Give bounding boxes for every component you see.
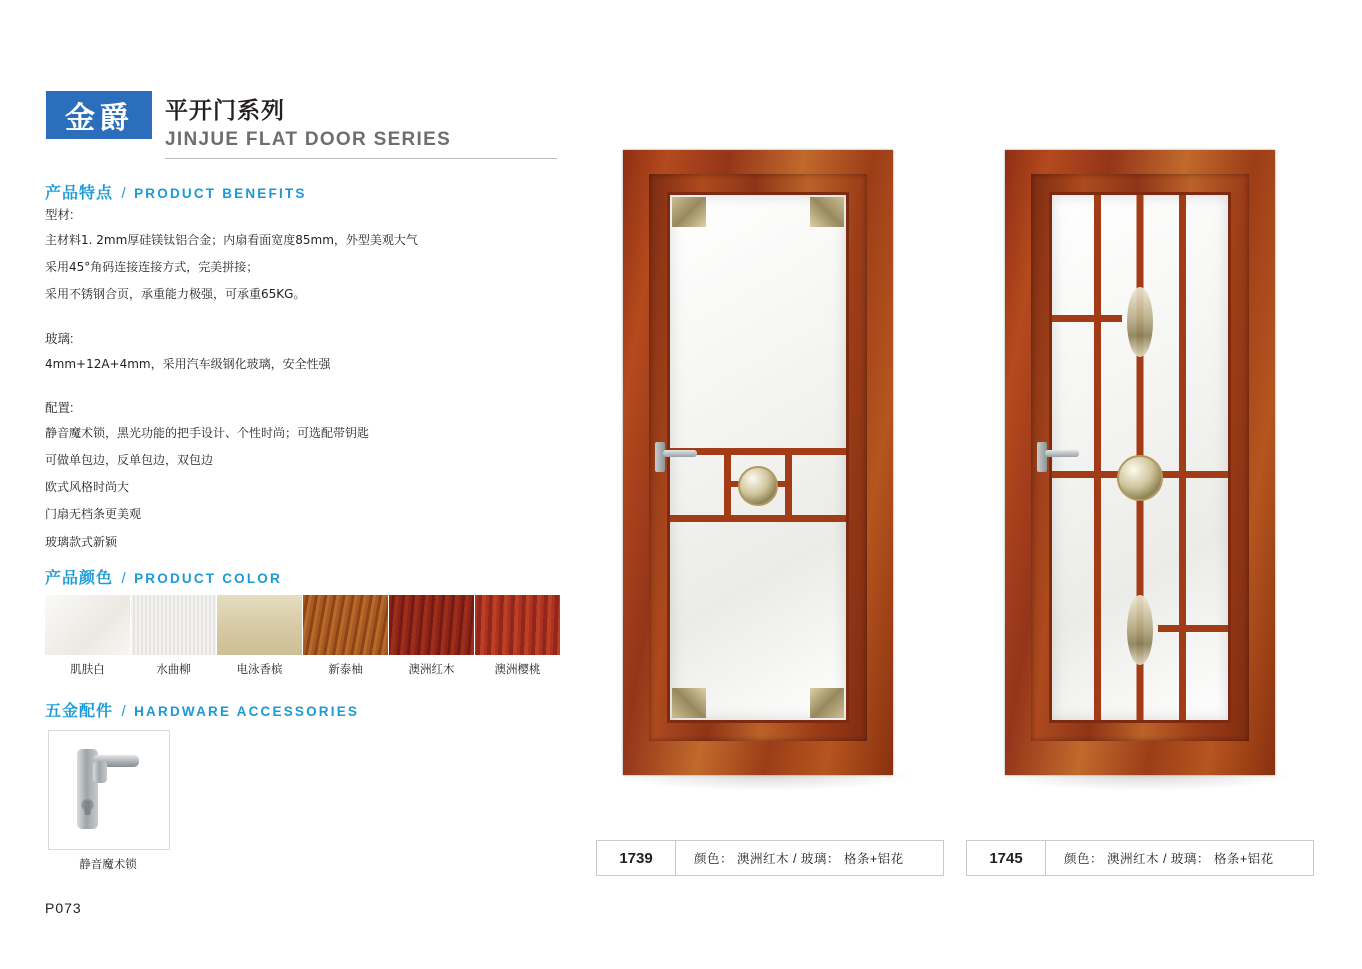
handle-lever [663, 450, 697, 457]
page-number: P073 [45, 900, 82, 916]
glass-corner-ornament [810, 688, 844, 718]
color-swatch-label: 澳洲红木 [408, 664, 455, 676]
color-swatch[interactable] [303, 595, 388, 655]
color-swatch-item[interactable] [131, 595, 216, 676]
color-swatch-label: 肌肤白 [70, 664, 105, 676]
door-outer-frame [1005, 150, 1275, 775]
glass-mullion-horizontal [1158, 625, 1228, 632]
color-swatch-item[interactable] [45, 595, 130, 676]
color-swatch-label: 电泳香槟 [236, 664, 283, 676]
color-swatch-item[interactable] [303, 595, 388, 676]
color-swatch-label: 水曲柳 [156, 664, 191, 676]
glass-corner-ornament [672, 197, 706, 227]
section-heading-benefits-sep: / [121, 185, 126, 202]
door-image-right [985, 150, 1315, 810]
benefits-group3-line-3: 欧式风格时尚大 [45, 480, 130, 495]
benefits-group3-line-2: 可做单包边，反单包边，双包边 [45, 452, 214, 467]
color-swatch[interactable] [217, 595, 302, 655]
benefits-spacer-1 [45, 314, 475, 332]
section-heading-color-cn: 产品颜色 [45, 570, 114, 587]
glass-mullion-horizontal [1052, 315, 1122, 322]
color-swatch[interactable] [475, 595, 560, 655]
section-heading-color-en: PRODUCT COLOR [134, 571, 282, 586]
benefits-group2-label: 玻璃: [45, 331, 74, 346]
color-swatch-item[interactable] [475, 595, 560, 676]
glass-mullion-horizontal [1158, 471, 1228, 478]
section-heading-hardware-cn: 五金配件 [45, 703, 114, 720]
hardware-image-box [48, 730, 170, 850]
handle-plate [655, 442, 665, 472]
section-heading-color [45, 565, 282, 588]
benefits-group3-label: 配置: [45, 400, 74, 415]
color-swatch[interactable] [389, 595, 474, 655]
color-swatch[interactable] [131, 595, 216, 655]
benefits-group1-line-3: 采用不锈钢合页，承重能力极强，可承重65KG。 [45, 287, 306, 302]
door-handle [655, 442, 695, 472]
benefits-group3-line-5: 玻璃款式新颖 [45, 534, 118, 549]
brand-badge: 金爵 [46, 91, 152, 139]
handle-lever [1045, 450, 1079, 457]
glass-reflection [670, 195, 846, 720]
benefits-group3-line-1: 静音魔术锁，黑光功能的把手设计、个性时尚；可选配带钥匙 [45, 425, 370, 440]
glass-floral-ornament [1127, 287, 1153, 357]
color-swatch-label: 澳洲樱桃 [494, 664, 541, 676]
section-heading-color-sep: / [121, 570, 126, 587]
glass-mullion-horizontal [670, 515, 846, 522]
section-heading-benefits [45, 180, 307, 203]
benefits-spacer-2 [45, 383, 475, 401]
glass-mullion-vertical [1179, 195, 1186, 720]
door-code: 1745 [967, 841, 1046, 875]
series-title-en: JINJUE FLAT DOOR SERIES [165, 129, 452, 150]
door-image-left [615, 150, 945, 810]
section-heading-hardware-sep: / [121, 703, 126, 720]
color-swatch-item[interactable] [389, 595, 474, 676]
door-code: 1739 [597, 841, 676, 875]
hardware-caption: 静音魔术锁 [79, 859, 137, 871]
door-handle-lock-icon [49, 731, 167, 847]
glass-medallion-ornament [1117, 455, 1163, 501]
door-description: 颜色： 澳洲红木 / 玻璃： 格条+铝花 [1064, 852, 1274, 866]
benefits-group3-line-4: 门扇无档条更美观 [45, 507, 142, 522]
glass-medallion-ornament [738, 466, 778, 506]
color-swatch-item[interactable] [217, 595, 302, 676]
section-heading-hardware [45, 698, 359, 721]
door-caption-right [966, 840, 1314, 876]
benefits-group1-line-2: 采用45°角码连接连接方式，完美拼接； [45, 260, 259, 275]
door-outer-frame [623, 150, 893, 775]
benefits-group2-line-1: 4mm+12A+4mm，采用汽车级钢化玻璃，安全性强 [45, 356, 331, 371]
header-divider [165, 158, 557, 159]
door-description: 颜色： 澳洲红木 / 玻璃： 格条+铝花 [694, 852, 904, 866]
section-heading-hardware-en: HARDWARE ACCESSORIES [134, 704, 360, 719]
benefits-text-block [45, 208, 475, 561]
color-swatch-list [45, 595, 561, 676]
series-title-cn: 平开门系列 [165, 97, 285, 123]
color-swatch[interactable] [45, 595, 130, 655]
door-caption-left [596, 840, 944, 876]
glass-mullion-vertical [1094, 195, 1101, 720]
section-heading-benefits-en: PRODUCT BENEFITS [134, 186, 307, 201]
benefits-group1-label: 型材: [45, 208, 74, 222]
handle-plate [1037, 442, 1047, 472]
glass-corner-ornament [672, 688, 706, 718]
glass-corner-ornament [810, 197, 844, 227]
color-swatch-label: 新泰柚 [328, 664, 363, 676]
glass-mullion-horizontal [1052, 471, 1122, 478]
door-floor-shadow [615, 775, 915, 791]
section-heading-benefits-cn: 产品特点 [45, 185, 114, 202]
door-handle [1037, 442, 1077, 472]
benefits-group1-line-1: 主材料1. 2mm厚硅镁钛铝合金；内扇看面宽度85mm，外型美观大气 [45, 233, 418, 247]
glass-floral-ornament [1127, 595, 1153, 665]
door-floor-shadow [995, 775, 1295, 791]
